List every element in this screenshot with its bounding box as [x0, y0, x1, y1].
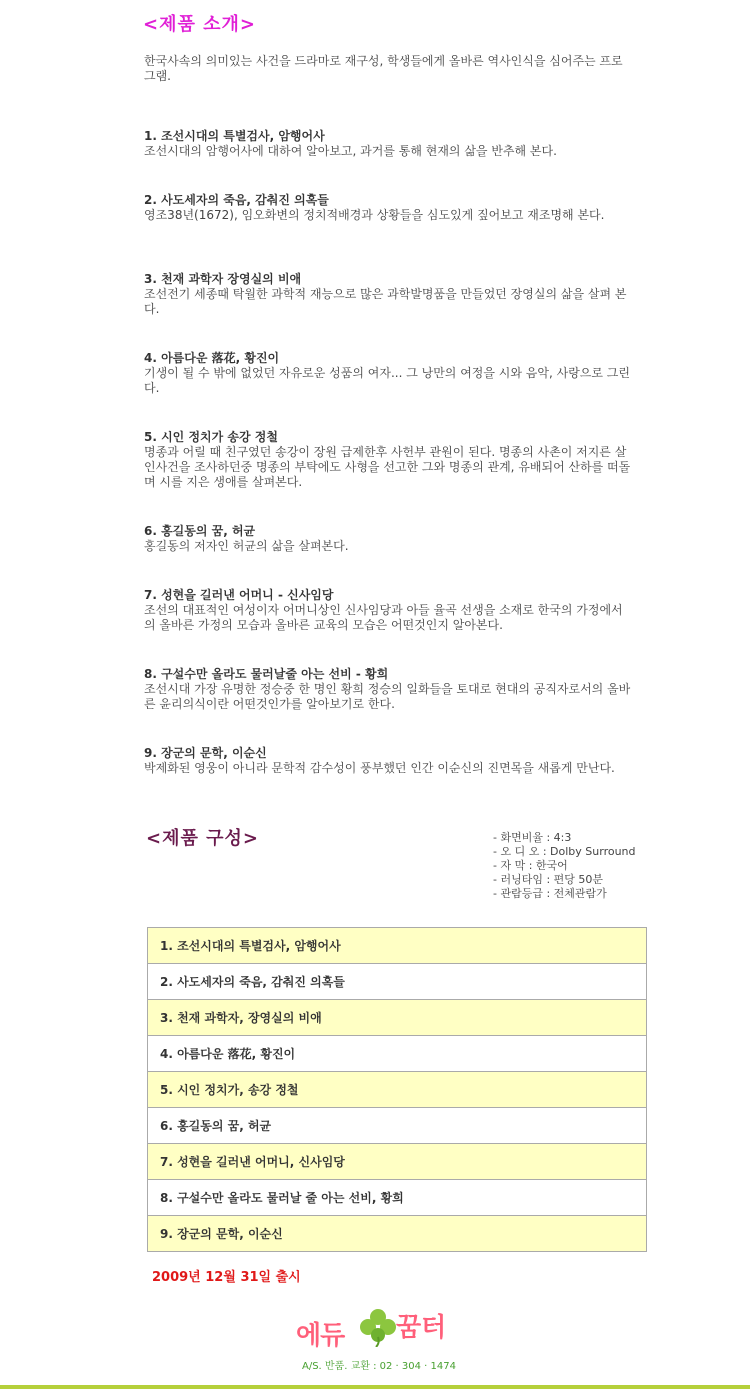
table-row	[148, 1180, 647, 1216]
item-heading: 7. 성현을 길러낸 어머니 - 신사임당	[144, 588, 334, 602]
item-desc: 조선의 대표적인 여성이자 어머니상인 신사임당과 아들 율곡 선생을 소재로 한국의 가정에서의 올바른 가정의 모습과 올바른 교육의 모습은 어떤것인지 알아본다.	[144, 603, 623, 632]
item-desc: 명종과 어릴 때 친구였던 송강이 장원 급제한후 사헌부 관원이 된다. 명종의 사촌이 저지른 살인사건을 조사하던중 명종의 부탁에도 사형을 선고한 그와 명종의 관계, 유배되어 산하를 떠돌며 시를 지은 생애를 살펴본다.	[144, 445, 631, 489]
item-heading: 4. 아름다운 落花, 황진이	[144, 351, 280, 365]
list-item	[144, 272, 634, 317]
item-desc: 조선시대 가장 유명한 정승중 한 명인 황희 정승의 일화들을 토대로 현대의 공직자로서의 올바른 윤리의식이란 어떤것인가를 알아보기로 한다.	[144, 682, 631, 711]
spec-audio: - 오 디 오 : Dolby Surround	[493, 845, 636, 858]
list-item	[144, 588, 634, 633]
spec-rating: - 관람등급 : 전체관람가	[493, 887, 607, 900]
table-row	[148, 1072, 647, 1108]
list-item	[144, 524, 634, 554]
table-row	[148, 1000, 647, 1036]
item-heading: 8. 구설수만 올라도 물러날줄 아는 선비 - 황희	[144, 667, 389, 681]
item-heading: 1. 조선시대의 특별검사, 암행어사	[144, 129, 325, 143]
episode-cell: 5. 시인 정치가, 송강 정철	[148, 1072, 647, 1108]
item-desc: 박제화된 영웅이 아니라 문학적 감수성이 풍부했던 인간 이순신의 진면목을 새롭게 만난다.	[144, 761, 615, 775]
spec-subtitle: - 자 막 : 한국어	[493, 859, 568, 872]
bottom-bar	[0, 1385, 750, 1389]
episode-cell: 8. 구설수만 올라도 물러날 줄 아는 선비, 황희	[148, 1180, 647, 1216]
item-heading: 6. 홍길동의 꿈, 허균	[144, 524, 256, 538]
table-row	[148, 1036, 647, 1072]
episode-cell: 4. 아름다운 落花, 황진이	[148, 1036, 647, 1072]
logo-text-left: 에듀	[296, 1321, 345, 1351]
episode-cell: 2. 사도세자의 죽음, 감춰진 의혹들	[148, 964, 647, 1000]
list-item	[144, 667, 634, 712]
episode-table	[147, 927, 647, 1252]
intro-text: 한국사속의 의미있는 사건을 드라마로 재구성, 학생들에게 올바른 역사인식을 심어주는 프로그램.	[144, 54, 623, 83]
item-heading: 2. 사도세자의 죽음, 감춰진 의혹들	[144, 193, 329, 207]
episode-cell: 9. 장군의 문학, 이순신	[148, 1216, 647, 1252]
episode-cell: 7. 성현을 길러낸 어머니, 신사임당	[148, 1144, 647, 1180]
item-heading: 9. 장군의 문학, 이순신	[144, 746, 267, 760]
item-heading: 3. 천재 과학자 장영실의 비애	[144, 272, 302, 286]
spec-running-time: - 러닝타임 : 편당 50분	[493, 873, 604, 886]
list-item	[144, 129, 634, 159]
table-row	[148, 1216, 647, 1252]
section-title-intro: <제품 소개>	[143, 14, 256, 35]
logo-text-right: 꿈터	[396, 1313, 447, 1343]
as-contact: A/S. 반품. 교환 : 02 · 304 · 1474	[302, 1361, 456, 1372]
release-date: 2009년 12월 31일 출시	[152, 1270, 301, 1285]
table-row	[148, 928, 647, 964]
list-item	[144, 746, 634, 776]
brand-logo	[296, 1305, 466, 1375]
section-title-composition: <제품 구성>	[146, 828, 259, 849]
clover-icon	[358, 1307, 398, 1347]
list-item	[144, 351, 634, 396]
item-desc: 기생이 될 수 밖에 없었던 자유로운 성품의 여자... 그 낭만의 여정을 시와 음악, 사랑으로 그린다.	[144, 366, 630, 395]
item-heading: 5. 시인 정치가 송강 정철	[144, 430, 278, 444]
item-desc: 홍길동의 저자인 허균의 삶을 살펴본다.	[144, 539, 349, 553]
list-item	[144, 193, 634, 223]
episode-cell: 3. 천재 과학자, 장영실의 비애	[148, 1000, 647, 1036]
item-desc: 영조38년(1672), 임오화변의 정치적배경과 상황들을 심도있게 짚어보고 재조명해 본다.	[144, 208, 605, 222]
table-row	[148, 1108, 647, 1144]
spec-aspect-ratio: - 화면비율 : 4:3	[493, 831, 572, 844]
episode-cell: 6. 홍길동의 꿈, 허균	[148, 1108, 647, 1144]
spec-list	[493, 831, 636, 901]
table-row	[148, 964, 647, 1000]
item-desc: 조선전기 세종때 탁월한 과학적 재능으로 많은 과학발명품을 만들었던 장영실의 삶을 살펴 본다.	[144, 287, 627, 316]
item-desc: 조선시대의 암행어사에 대하여 알아보고, 과거를 통해 현재의 삶을 반추해 본다.	[144, 144, 557, 158]
list-item	[144, 430, 634, 490]
episode-cell: 1. 조선시대의 특별검사, 암행어사	[148, 928, 647, 964]
table-row	[148, 1144, 647, 1180]
